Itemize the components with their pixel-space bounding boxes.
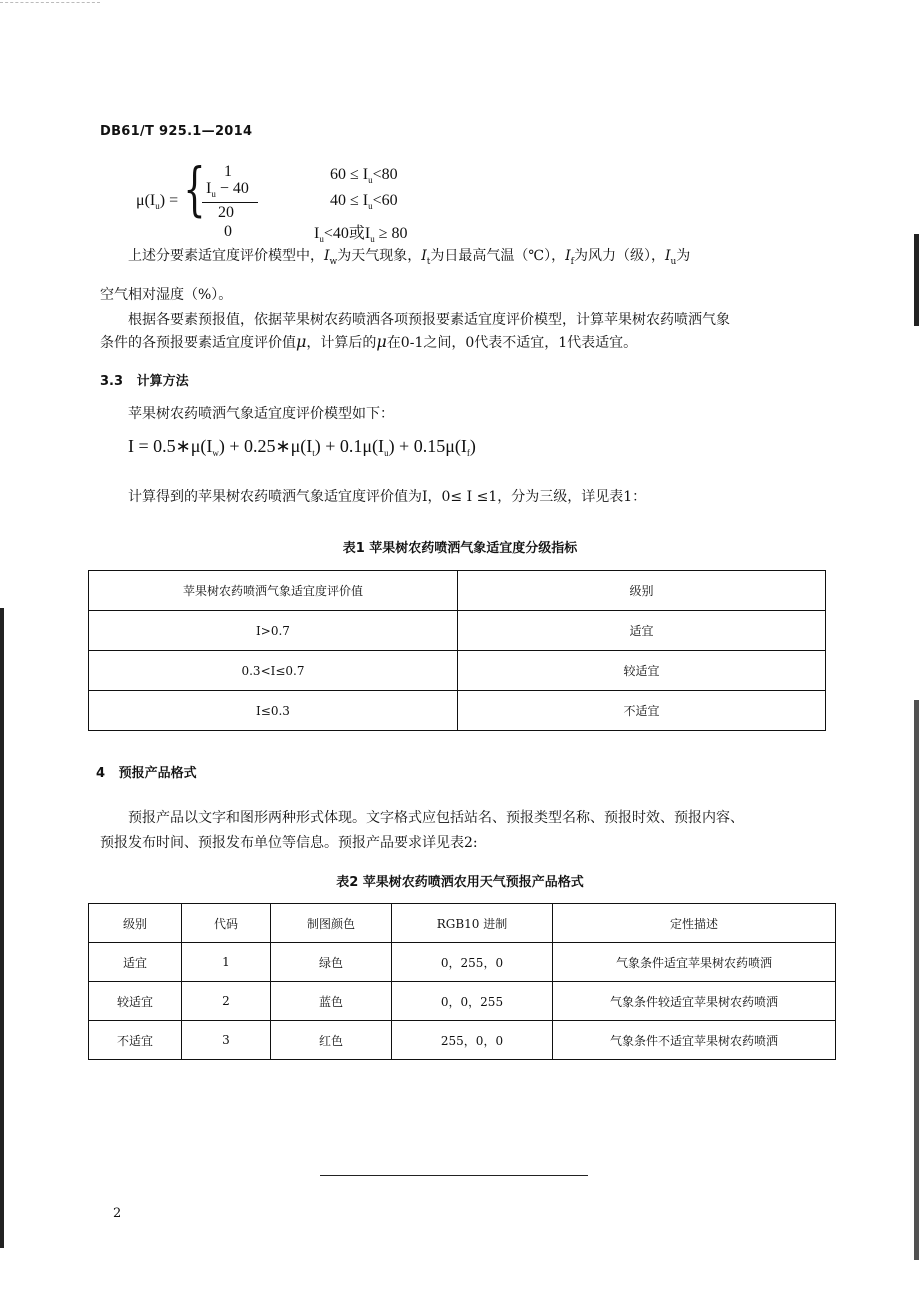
table2-cell: 0，255，0: [392, 943, 553, 982]
table2-header-cell: RGB10 进制: [392, 904, 553, 943]
table2-cell: 气象条件较适宜苹果树农药喷洒: [553, 982, 836, 1021]
table2-caption: 表2 苹果树农药喷洒农用天气预报产品格式: [336, 875, 584, 890]
piecewise-brace: {: [183, 155, 206, 223]
table1-cell: I>0.7: [89, 611, 458, 651]
table2: [88, 903, 836, 1060]
table-row: [89, 1021, 836, 1060]
footer-rule: [320, 1175, 588, 1176]
table2-cell: 0，0，255: [392, 982, 553, 1021]
table2-cell: 2: [182, 982, 271, 1021]
table2-cell: 255，0，0: [392, 1021, 553, 1060]
page-number: 2: [113, 1206, 122, 1221]
table2-cell: 蓝色: [271, 982, 392, 1021]
table2-header-row: [89, 904, 836, 943]
table-row: [89, 982, 836, 1021]
section-3-3-heading: 3.3 计算方法: [100, 374, 189, 389]
table2-cell: 不适宜: [89, 1021, 182, 1060]
paragraph-variables-cont: 空气相对湿度（%）。: [100, 287, 233, 303]
table1-cell: 0.3<I≤0.7: [89, 651, 458, 691]
table1-caption: 表1 苹果树农药喷洒气象适宜度分级指标: [342, 541, 578, 556]
table1-header-cell: 苹果树农药喷洒气象适宜度评价值: [89, 571, 458, 611]
table2-cell: 3: [182, 1021, 271, 1060]
table-row: [89, 611, 826, 651]
table2-header-cell: 制图颜色: [271, 904, 392, 943]
table1-cell: 较适宜: [458, 651, 826, 691]
piecewise-lhs: $\mu(I_u)$ =: [136, 192, 179, 211]
table2-cell: 气象条件适宜苹果树农药喷洒: [553, 943, 836, 982]
table1: [88, 570, 826, 731]
main-formula: $I = 0.5∗\mu(I_w)$ + $0.25∗\mu(I_t) + 0.1\mu(I_u) + 0.15\mu(I_f)$: [128, 436, 476, 458]
case1-value: 1: [224, 163, 232, 180]
condition-2: $40 \le I_u<60$: [330, 192, 398, 211]
condition-1: $60 \le I_u<80$: [330, 166, 398, 185]
paragraph-grading: 计算得到的苹果树农药喷洒气象适宜度评价值为I，0≤ I ≤1，分为三级，详见表1：: [128, 489, 647, 505]
table1-header-row: [89, 571, 826, 611]
table2-cell: 绿色: [271, 943, 392, 982]
case3-value: 0: [224, 223, 232, 240]
paragraph-variables: 上述分要素适宜度评价模型中，$I_w$为天气现象，$I_t$为日最高气温（℃），$I_f$为风力（级），$I_u$为: [128, 248, 691, 267]
table1-cell: I≤0.3: [89, 691, 458, 731]
table2-cell: 1: [182, 943, 271, 982]
scan-shadow-right-lower: [914, 700, 919, 1260]
paragraph-product-line1: 预报产品以文字和图形两种形式体现。文字格式应包括站名、预报类型名称、预报时效、预报内容、: [128, 810, 744, 826]
paragraph-model-intro: 苹果树农药喷洒气象适宜度评价模型如下：: [128, 406, 394, 422]
scan-edge-line: [0, 2, 100, 3]
table2-header-cell: 代码: [182, 904, 271, 943]
table2-header-cell: 定性描述: [553, 904, 836, 943]
paragraph-evaluation-line1: 根据各要素预报值，依据苹果树农药喷洒各项预报要素适宜度评价模型，计算苹果树农药喷洒气象: [128, 312, 730, 328]
table1-cell: 适宜: [458, 611, 826, 651]
table2-cell: 气象条件不适宜苹果树农药喷洒: [553, 1021, 836, 1060]
table-row: [89, 651, 826, 691]
paragraph-product-line2: 预报发布时间、预报发布单位等信息。预报产品要求详见表2:: [100, 835, 478, 851]
table-row: [89, 691, 826, 731]
scan-shadow-right: [914, 234, 919, 326]
doc-code-header: DB61/T 925.1—2014: [100, 124, 253, 139]
table2-cell: 较适宜: [89, 982, 182, 1021]
condition-3: $I_u<40$或$I_u \ge 80$: [314, 225, 408, 244]
fraction-bar: [202, 202, 258, 203]
table2-header-cell: 级别: [89, 904, 182, 943]
case2-denominator: 20: [218, 204, 234, 221]
case2-numerator: $I_u - 40$: [206, 180, 249, 199]
table-row: [89, 943, 836, 982]
table1-header-cell: 级别: [458, 571, 826, 611]
table2-cell: 红色: [271, 1021, 392, 1060]
paragraph-evaluation-line2: 条件的各预报要素适宜度评价值μ，计算后的μ在0-1之间，0代表不适宜，1代表适宜。: [100, 332, 638, 351]
table1-cell: 不适宜: [458, 691, 826, 731]
table2-cell: 适宜: [89, 943, 182, 982]
section-4-heading: 4 预报产品格式: [96, 766, 197, 781]
scan-shadow-left: [0, 608, 4, 1248]
